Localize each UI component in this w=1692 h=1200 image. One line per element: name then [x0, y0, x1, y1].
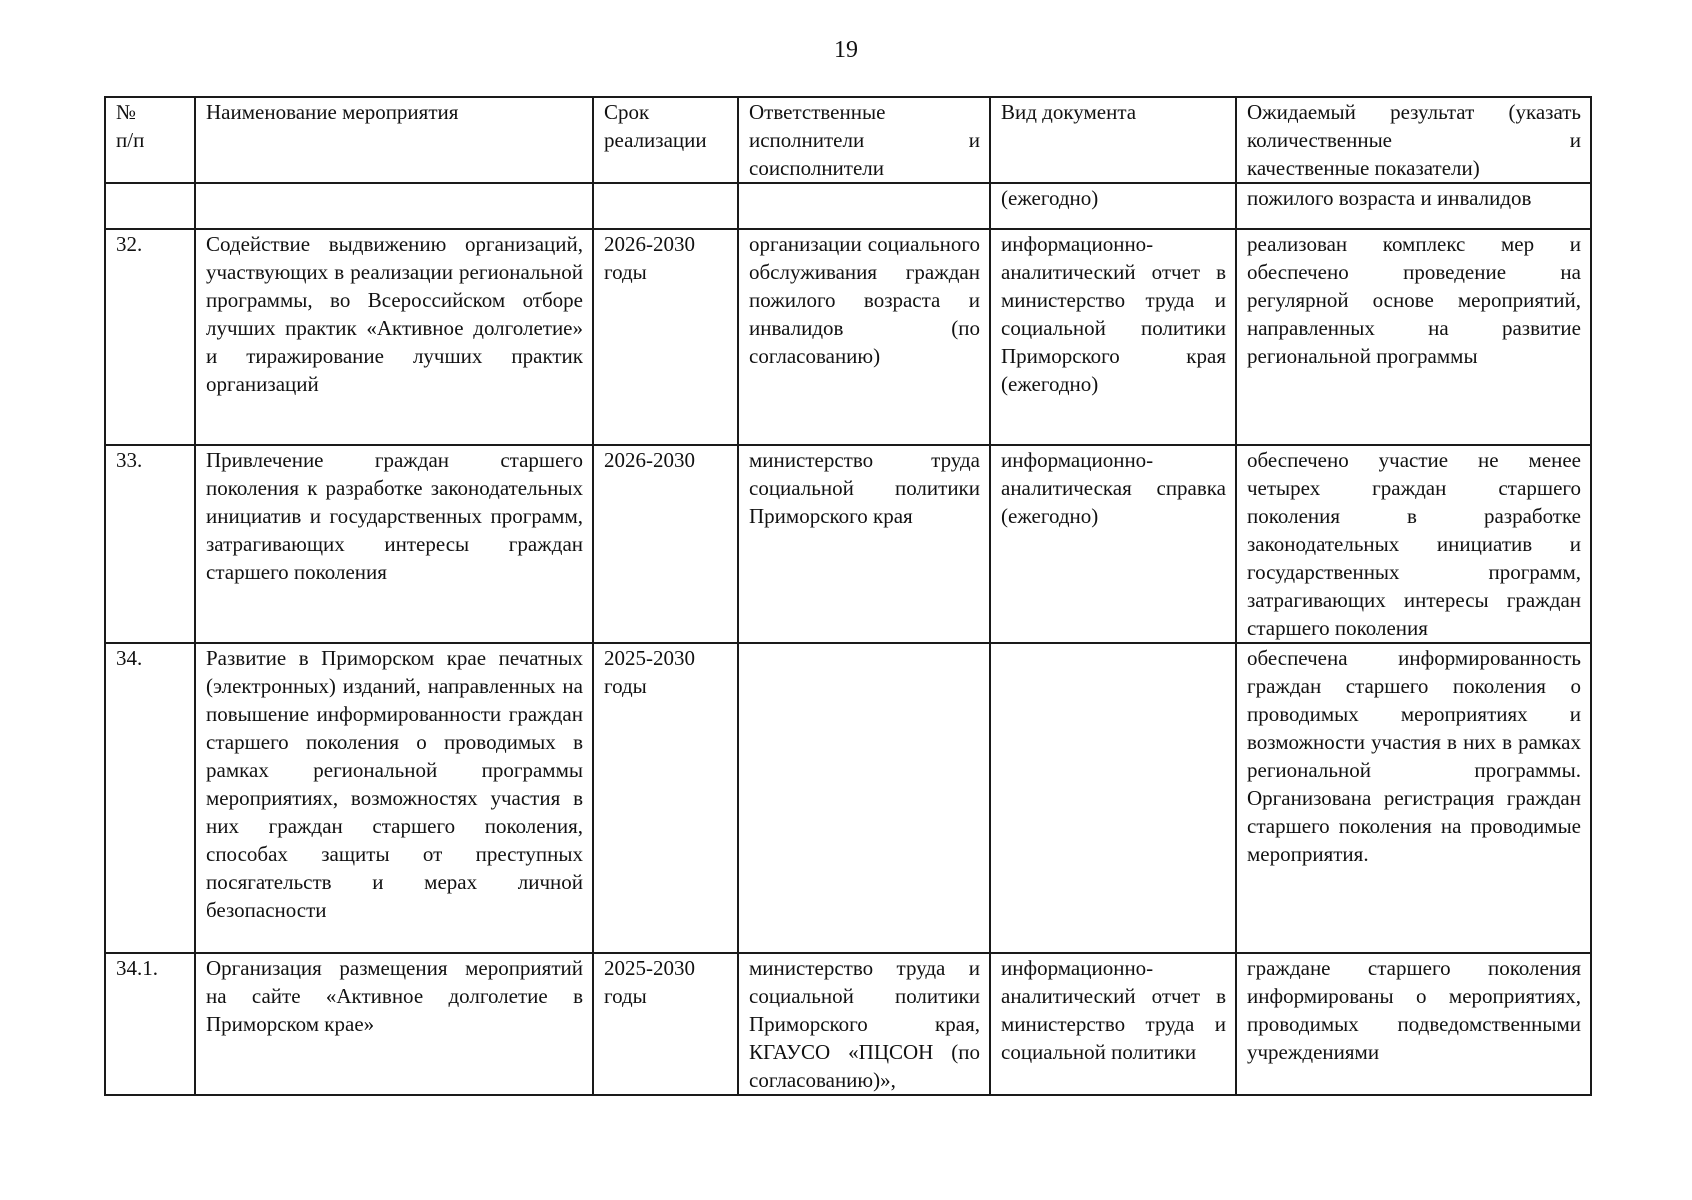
- row-doc-type: информационно-аналитическая справка (ежегодно): [990, 445, 1236, 643]
- row-doc-type: информационно-аналитический отчет в министерство труда и социальной политики: [990, 953, 1236, 1095]
- header-result: Ожидаемый результат (указать количественные и качественные показатели): [1236, 97, 1591, 183]
- row-doc-type: (ежегодно): [990, 183, 1236, 229]
- table-row: [105, 183, 1591, 229]
- row-term: 2026-2030: [593, 445, 738, 643]
- row-num: 34.: [105, 643, 195, 953]
- header-term: Срок реализации: [593, 97, 738, 183]
- row-name: Привлечение граждан старшего поколения к разработке законодательных инициатив и государственных программ, затрагивающих интересы граждан старшего поколения: [195, 445, 593, 643]
- row-responsible: министерство труда и социальной политики Приморского края, КГАУСО «ПЦСОН (по согласованию)»,: [738, 953, 990, 1095]
- header-num: № п/п: [105, 97, 195, 183]
- table-row: [105, 445, 1591, 643]
- header-doc-type: Вид документа: [990, 97, 1236, 183]
- row-result: граждане старшего поколения информированы о мероприятиях, проводимых подведомственными учреждениями: [1236, 953, 1591, 1095]
- row-result: обеспечено участие не менее четырех граждан старшего поколения в разработке законодательных инициатив и государственных программ, затрагивающих интересы граждан старшего поколения: [1236, 445, 1591, 643]
- row-responsible: [738, 183, 990, 229]
- table-row: [105, 229, 1591, 445]
- row-doc-type: [990, 643, 1236, 953]
- row-name: [195, 183, 593, 229]
- row-responsible: организации социального обслуживания граждан пожилого возраста и инвалидов (по согласованию): [738, 229, 990, 445]
- row-term: [593, 183, 738, 229]
- row-num: 34.1.: [105, 953, 195, 1095]
- row-doc-type: информационно-аналитический отчет в министерство труда и социальной политики Приморского края (ежегодно): [990, 229, 1236, 445]
- table-header-row: [105, 97, 1591, 183]
- row-responsible: [738, 643, 990, 953]
- row-term: 2025-2030 годы: [593, 953, 738, 1095]
- row-num: 33.: [105, 445, 195, 643]
- page-number: 19: [834, 37, 858, 63]
- events-table: [104, 96, 1592, 1096]
- row-term: 2025-2030 годы: [593, 643, 738, 953]
- row-num: 32.: [105, 229, 195, 445]
- row-name: Организация размещения мероприятий на сайте «Активное долголетие в Приморском крае»: [195, 953, 593, 1095]
- row-result: пожилого возраста и инвалидов: [1236, 183, 1591, 229]
- table-row: [105, 953, 1591, 1095]
- row-term: 2026-2030 годы: [593, 229, 738, 445]
- row-num: [105, 183, 195, 229]
- header-responsible: Ответственные исполнители и соисполнители: [738, 97, 990, 183]
- header-name: Наименование мероприятия: [195, 97, 593, 183]
- row-name: Содействие выдвижению организаций, участвующих в реализации региональной программы, во Всероссийском отборе лучших практик «Активное долголетие» и тиражирование лучших практик организаций: [195, 229, 593, 445]
- row-result: реализован комплекс мер и обеспечено проведение на регулярной основе мероприятий, направленных на развитие региональной программы: [1236, 229, 1591, 445]
- row-name: Развитие в Приморском крае печатных (электронных) изданий, направленных на повышение информированности граждан старшего поколения о проводимых в рамках региональной программы мероприятиях, возможностях участия в них граждан старшего поколения, способах защиты от преступных посягательств и мерах личной безопасности: [195, 643, 593, 953]
- table-row: [105, 643, 1591, 953]
- row-responsible: министерство труда социальной политики Приморского края: [738, 445, 990, 643]
- row-result: обеспечена информированность граждан старшего поколения о проводимых мероприятиях и возможности участия в них в рамках региональной программы. Организована регистрация граждан старшего поколения на проводимые мероприятия.: [1236, 643, 1591, 953]
